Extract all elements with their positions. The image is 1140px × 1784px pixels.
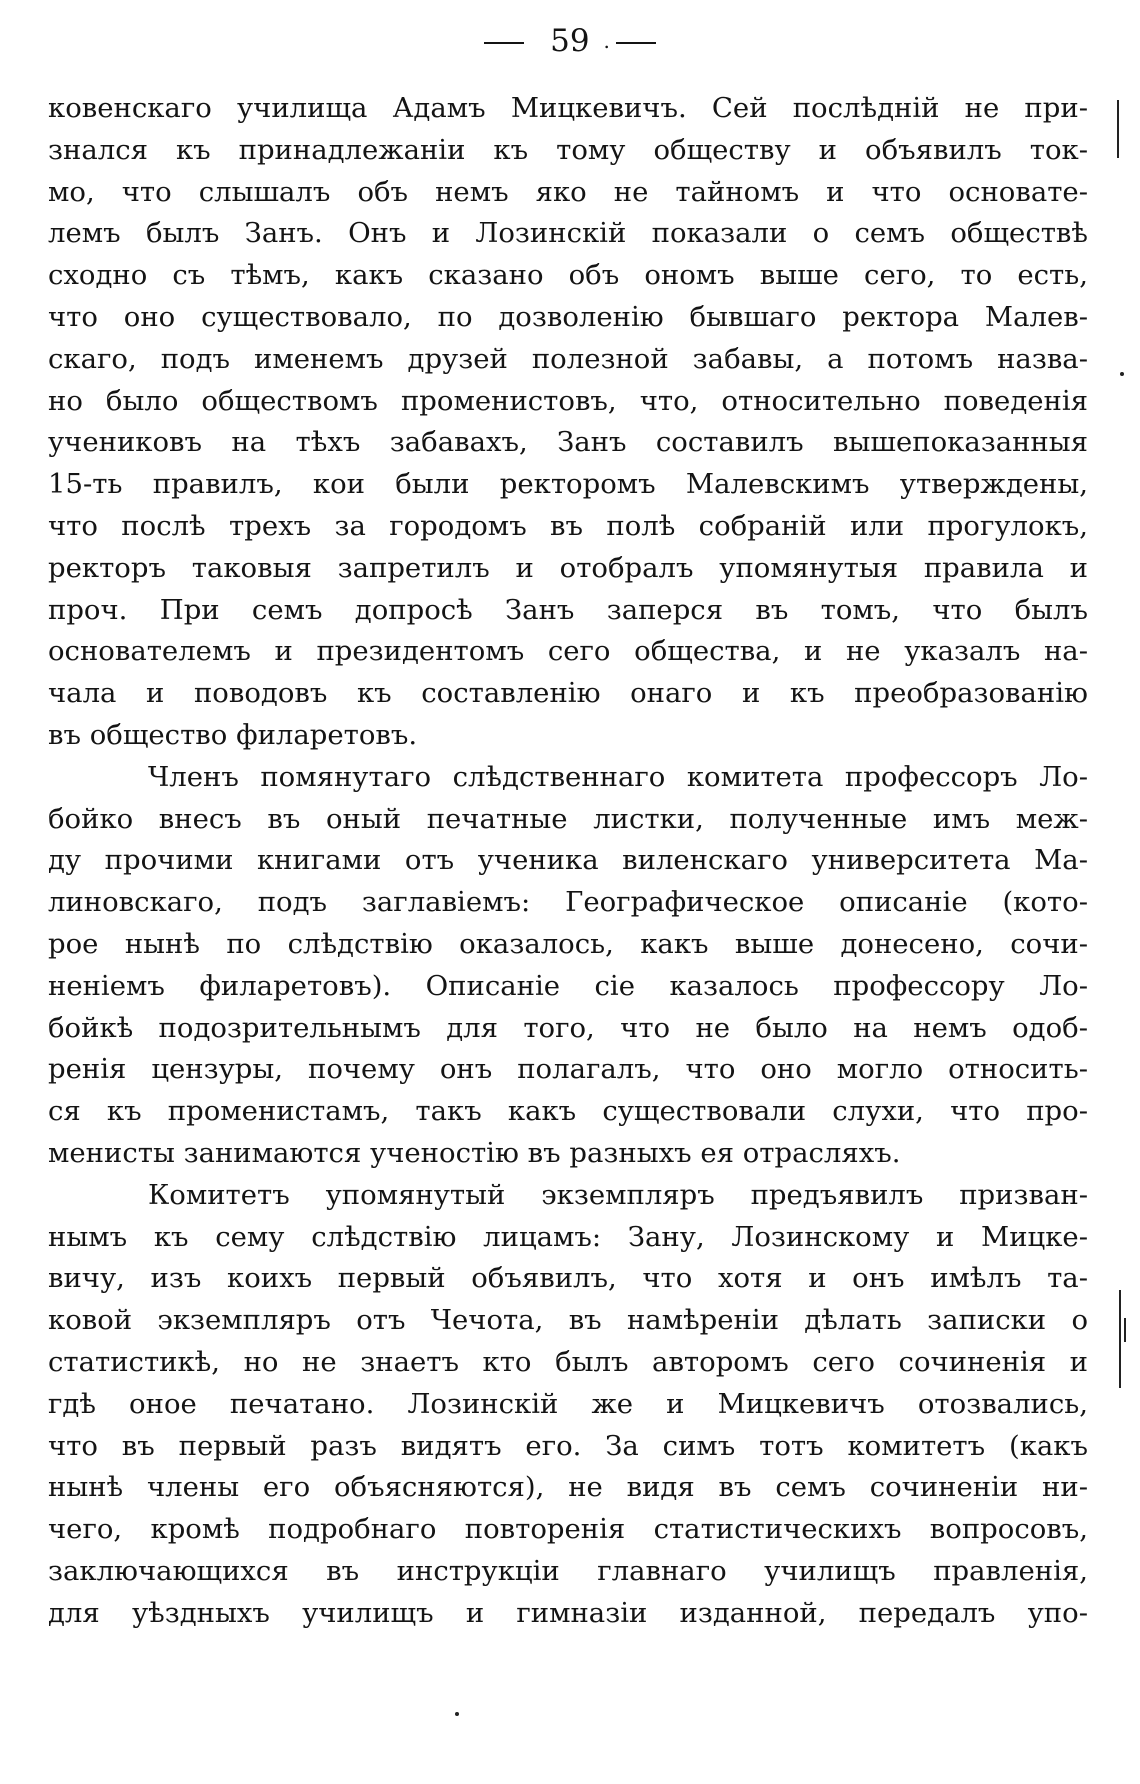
text-line: нынѣ члены его объясняются), не видя въ семъ сочиненіи ни- [48,1471,1088,1504]
text-line: для уѣздныхъ училищъ и гимназіи изданной, передалъ упо- [48,1596,1088,1629]
text-line: вичу, изъ коихъ первый объявилъ, что хотя и онъ имѣлъ та- [48,1262,1088,1295]
text-line: линовскаго, подъ заглавіемъ: Географическое описаніе (кото- [48,886,1088,919]
text-line: заключающихся въ инструкціи главнаго училищъ правленія, [48,1554,1088,1587]
text-line: ренія цензуры, почему онъ полагалъ, что оно могло относить- [48,1053,1088,1086]
text-line: рое нынѣ по слѣдствію оказалось, какъ выше донесено, сочи- [48,927,1088,960]
page-number-tail: . [603,29,610,53]
text-line: статистикѣ, но не знаетъ кто былъ авторомъ сего сочиненія и [48,1345,1088,1378]
margin-mark [1124,1318,1126,1342]
page-header [0,16,1140,66]
text-line: ковенскаго училища Адамъ Мицкевичъ. Сей послѣдній не при- [48,92,1088,124]
text-line: но было обществомъ променистовъ, что, относительно поведенія [48,384,1088,417]
text-line: ковой экземпляръ отъ Чечота, въ намѣреніи дѣлать записки о [48,1304,1088,1337]
margin-dot [1120,372,1124,376]
margin-mark [1119,1290,1121,1388]
text-line: чего, кромѣ подробнаго повторенія статистическихъ вопросовъ, [48,1513,1088,1546]
text-line: основателемъ и президентомъ сего общества, и не указалъ на- [48,635,1088,668]
body-text [48,88,1088,1634]
margin-mark [1117,100,1119,158]
text-line: ректоръ таковыя запретилъ и отобралъ упомянутыя правила и [48,551,1088,584]
text-line: менисты занимаются ученостію въ разныхъ ея отрасляхъ. [48,1136,901,1169]
text-line: что въ первый разъ видятъ его. За симъ тотъ комитетъ (какъ [48,1429,1088,1462]
text-line: что оно существовало, по дозволенію бывшаго ректора Малев- [48,300,1088,333]
text-line: ду прочими книгами отъ ученика виленскаго университета Ма- [48,844,1088,877]
text-line: чала и поводовъ къ составленію онаго и къ преобразованію [48,677,1088,710]
header-dash-left [484,42,524,44]
text-line: что послѣ трехъ за городомъ въ полѣ собраній или прогулокъ, [48,509,1088,542]
bottom-dot [455,1712,459,1716]
text-line: гдѣ оное печатано. Лозинскій же и Мицкевичъ отозвались, [48,1387,1088,1420]
text-line: ся къ променистамъ, такъ какъ существовали слухи, что про- [48,1095,1088,1128]
page-number: 59 [550,23,590,59]
text-line: учениковъ на тѣхъ забавахъ, Занъ составилъ вышепоказанныя [48,426,1088,459]
text-line: мо, что слышалъ объ немъ яко не тайномъ и что основате- [48,175,1088,208]
text-line: 15-ть правилъ, кои были ректоромъ Малевскимъ утверждены, [48,468,1088,501]
text-line: неніемъ филаретовъ). Описаніе сіе казалось профессору Ло- [48,969,1088,1002]
paragraph-first-line: Членъ помянутаго слѣдственнаго комитета профессоръ Ло- [148,760,1088,793]
paragraph-first-line: Комитетъ упомянутый экземпляръ предъявилъ призван- [148,1178,1088,1211]
text-line: въ общество филаретовъ. [48,718,418,751]
text-line: нымъ къ сему слѣдствію лицамъ: Зану, Лозинскому и Мицке- [48,1220,1088,1253]
text-line: проч. При семъ допросѣ Занъ заперся въ томъ, что былъ [48,593,1088,626]
text-line: знался къ принадлежаніи къ тому обществу и объявилъ ток- [48,133,1088,166]
text-line: бойкѣ подозрительнымъ для того, что не было на немъ одоб- [48,1011,1088,1044]
text-line: бойко внесъ въ оный печатные листки, полученные имъ меж- [48,802,1088,835]
text-line: лемъ былъ Занъ. Онъ и Лозинскій показали о семъ обществѣ [48,217,1088,250]
text-line: скаго, подъ именемъ друзей полезной забавы, а потомъ назва- [48,342,1088,375]
header-dash-right [616,42,656,44]
text-line: сходно съ тѣмъ, какъ сказано объ ономъ выше сего, то есть, [48,259,1088,292]
